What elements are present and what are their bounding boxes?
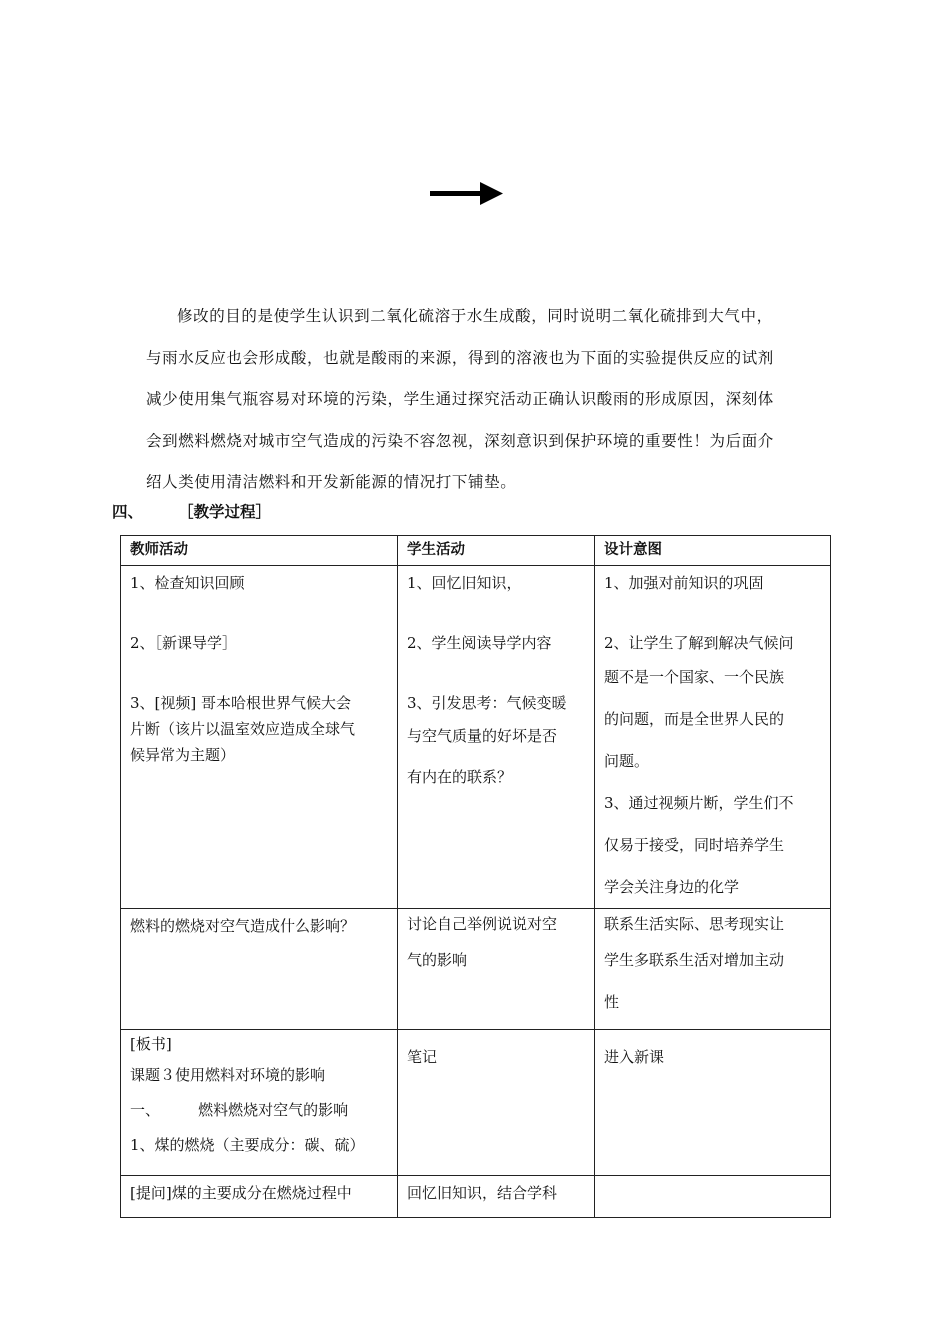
cell-line: 性 bbox=[604, 993, 620, 1011]
cell-line: [板书] bbox=[130, 1035, 172, 1053]
table-header-row bbox=[121, 536, 831, 566]
cell-line: 进入新课 bbox=[604, 1048, 665, 1066]
right-arrow-icon bbox=[430, 181, 504, 207]
cell-line: 联系生活实际、思考现实让 bbox=[604, 915, 785, 933]
section-title: ［教学过程］ bbox=[178, 503, 272, 521]
cell-line: [提问]煤的主要成分在燃烧过程中 bbox=[130, 1184, 352, 1202]
table-row bbox=[121, 566, 831, 909]
table-row bbox=[121, 909, 831, 1030]
teacher-cell bbox=[121, 909, 398, 1030]
teacher-cell bbox=[121, 566, 398, 909]
teaching-process-table bbox=[120, 535, 831, 1218]
cell-line: 1、检查知识回顾 bbox=[130, 574, 245, 592]
teacher-cell bbox=[121, 1030, 398, 1176]
header-intent: 设计意图 bbox=[595, 536, 831, 566]
table-row bbox=[121, 1176, 831, 1218]
cell-line: 笔记 bbox=[407, 1048, 438, 1066]
student-cell bbox=[398, 1176, 595, 1218]
cell-line: 仅易于接受，同时培养学生 bbox=[604, 836, 785, 854]
cell-line: 1、加强对前知识的巩固 bbox=[604, 574, 764, 592]
intent-cell bbox=[595, 566, 831, 909]
intent-cell bbox=[595, 1030, 831, 1176]
cell-line: 与空气质量的好坏是否 bbox=[407, 727, 558, 745]
paragraph-line: 与雨水反应也会形成酸，也就是酸雨的来源，得到的溶液也为下面的实验提供反应的试剂 bbox=[146, 348, 774, 367]
teacher-cell bbox=[121, 1176, 398, 1218]
cell-line: 1、煤的燃烧（主要成分：碳、硫） bbox=[130, 1136, 365, 1154]
cell-line: 回忆旧知识，结合学科 bbox=[407, 1184, 558, 1202]
intent-cell bbox=[595, 909, 831, 1030]
cell-line: 3、[视频] 哥本哈根世界气候大会 bbox=[130, 694, 352, 712]
cell-line: 学生多联系生活对增加主动 bbox=[604, 951, 785, 969]
paragraph-line: 绍人类使用清洁燃料和开发新能源的情况打下铺垫。 bbox=[146, 473, 517, 491]
student-cell bbox=[398, 909, 595, 1030]
intro-paragraph bbox=[146, 296, 826, 504]
cell-line: 讨论自己举例说说对空 bbox=[407, 915, 558, 933]
cell-line: 2、学生阅读导学内容 bbox=[407, 634, 552, 652]
cell-line: 一、 燃料燃烧对空气的影响 bbox=[130, 1101, 349, 1119]
cell-line: 问题。 bbox=[604, 752, 650, 770]
cell-line: 学会关注身边的化学 bbox=[604, 878, 740, 896]
cell-line: 有内在的联系？ bbox=[407, 768, 513, 786]
cell-line: 课题３使用燃料对环境的影响 bbox=[130, 1066, 326, 1084]
paragraph-line: 修改的目的是使学生认识到二氧化硫溶于水生成酸，同时说明二氧化硫排到大气中， bbox=[177, 307, 773, 325]
cell-line: 气的影响 bbox=[407, 951, 468, 969]
cell-line: 题不是一个国家、一个民族 bbox=[604, 668, 785, 686]
cell-line: 2、［新课导学］ bbox=[130, 634, 238, 652]
student-cell bbox=[398, 566, 595, 909]
table-row bbox=[121, 1030, 831, 1176]
section-heading bbox=[112, 500, 271, 522]
cell-line: 候异常为主题） bbox=[130, 746, 236, 764]
cell-line: 燃料的燃烧对空气造成什么影响？ bbox=[130, 917, 356, 935]
header-student: 学生活动 bbox=[398, 536, 595, 566]
cell-line: 3、通过视频片断，学生们不 bbox=[604, 794, 794, 812]
paragraph-line: 减少使用集气瓶容易对环境的污染，学生通过探究活动正确认识酸雨的形成原因，深刻体 bbox=[146, 390, 774, 408]
cell-line: 2、让学生了解到解决气候问 bbox=[604, 634, 794, 652]
paragraph-line: 会到燃料燃烧对城市空气造成的污染不容忽视，深刻意识到保护环境的重要性！为后面介 bbox=[146, 431, 774, 450]
cell-line: 片断（该片以温室效应造成全球气 bbox=[130, 720, 356, 738]
intent-cell bbox=[595, 1176, 831, 1218]
cell-line: 的问题，而是全世界人民的 bbox=[604, 710, 785, 728]
student-cell bbox=[398, 1030, 595, 1176]
header-teacher: 教师活动 bbox=[121, 536, 398, 566]
cell-line: 1、回忆旧知识， bbox=[407, 574, 522, 592]
cell-line: 3、引发思考：气候变暖 bbox=[407, 694, 567, 712]
section-number: 四、 bbox=[112, 503, 144, 521]
